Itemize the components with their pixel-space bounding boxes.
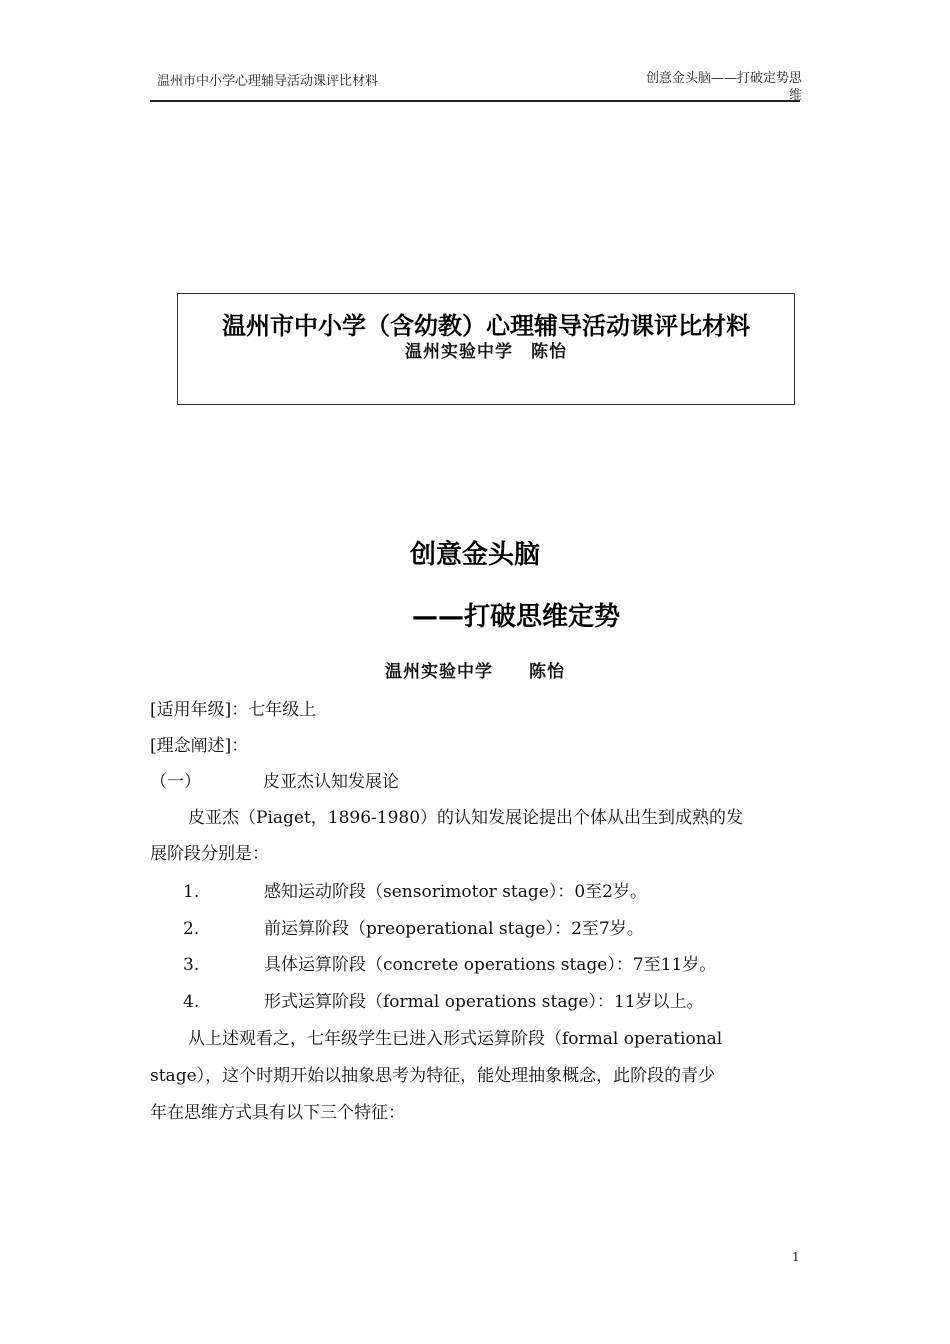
header-rule (150, 100, 800, 102)
stage-number: 4. (183, 992, 200, 1012)
document-author: 温州实验中学 陈怡 (385, 662, 565, 682)
paragraph-1-line-2: 展阶段分别是： (150, 844, 269, 864)
paragraph-2-line-1: 从上述观看之，七年级学生已进入形式运算阶段（formal operational (188, 1029, 723, 1049)
grade-value: ：七年级上 (231, 700, 317, 720)
stage-number: 1. (183, 882, 200, 902)
running-header-right-line2: 维 (788, 88, 802, 103)
stage-item (183, 987, 704, 1012)
paragraph-2-line-2: stage），这个时期开始以抽象思考为特征，能处理抽象概念，此阶段的青少 (150, 1066, 716, 1086)
grade-line (150, 695, 316, 720)
stage-text: 具体运算阶段（concrete operations stage）：7至11岁。 (264, 955, 717, 975)
stage-item (183, 877, 647, 902)
document-subtitle: ——打破思维定势 (412, 602, 621, 632)
paragraph-1-line-1: 皮亚杰（Piaget，1896-1980）的认知发展论提出个体从出生到成熟的发 (188, 808, 744, 828)
grade-label: [适用年级] (150, 700, 232, 720)
stage-text: 感知运动阶段（sensorimotor stage）：0至2岁。 (264, 882, 647, 902)
stage-text: 形式运算阶段（formal operations stage）：11岁以上。 (264, 992, 704, 1012)
stage-item (183, 950, 716, 975)
stage-number: 2. (183, 919, 200, 939)
page-number: 1 (792, 1250, 800, 1264)
concept-colon: ： (231, 736, 249, 756)
stage-number: 3. (183, 955, 200, 975)
section-number: （一） (150, 772, 201, 792)
title-box-author: 温州实验中学 陈怡 (405, 342, 567, 362)
section-heading (150, 767, 399, 792)
concept-line (150, 731, 248, 756)
running-header-right (600, 70, 802, 104)
concept-label: [理念阐述] (150, 736, 232, 756)
running-header-left: 温州市中小学心理辅导活动课评比材料 (157, 74, 379, 89)
paragraph-2-line-3: 年在思维方式具有以下三个特征： (150, 1103, 405, 1123)
stage-text: 前运算阶段（preoperational stage）：2至7岁。 (264, 919, 644, 939)
document-title: 创意金头脑 (409, 540, 540, 570)
stage-item (183, 914, 644, 939)
running-header-right-line1: 创意金头脑——打破定势思 (645, 71, 802, 86)
section-title: 皮亚杰认知发展论 (263, 772, 399, 792)
title-box-heading: 温州市中小学（含幼教）心理辅导活动课评比材料 (222, 312, 750, 340)
